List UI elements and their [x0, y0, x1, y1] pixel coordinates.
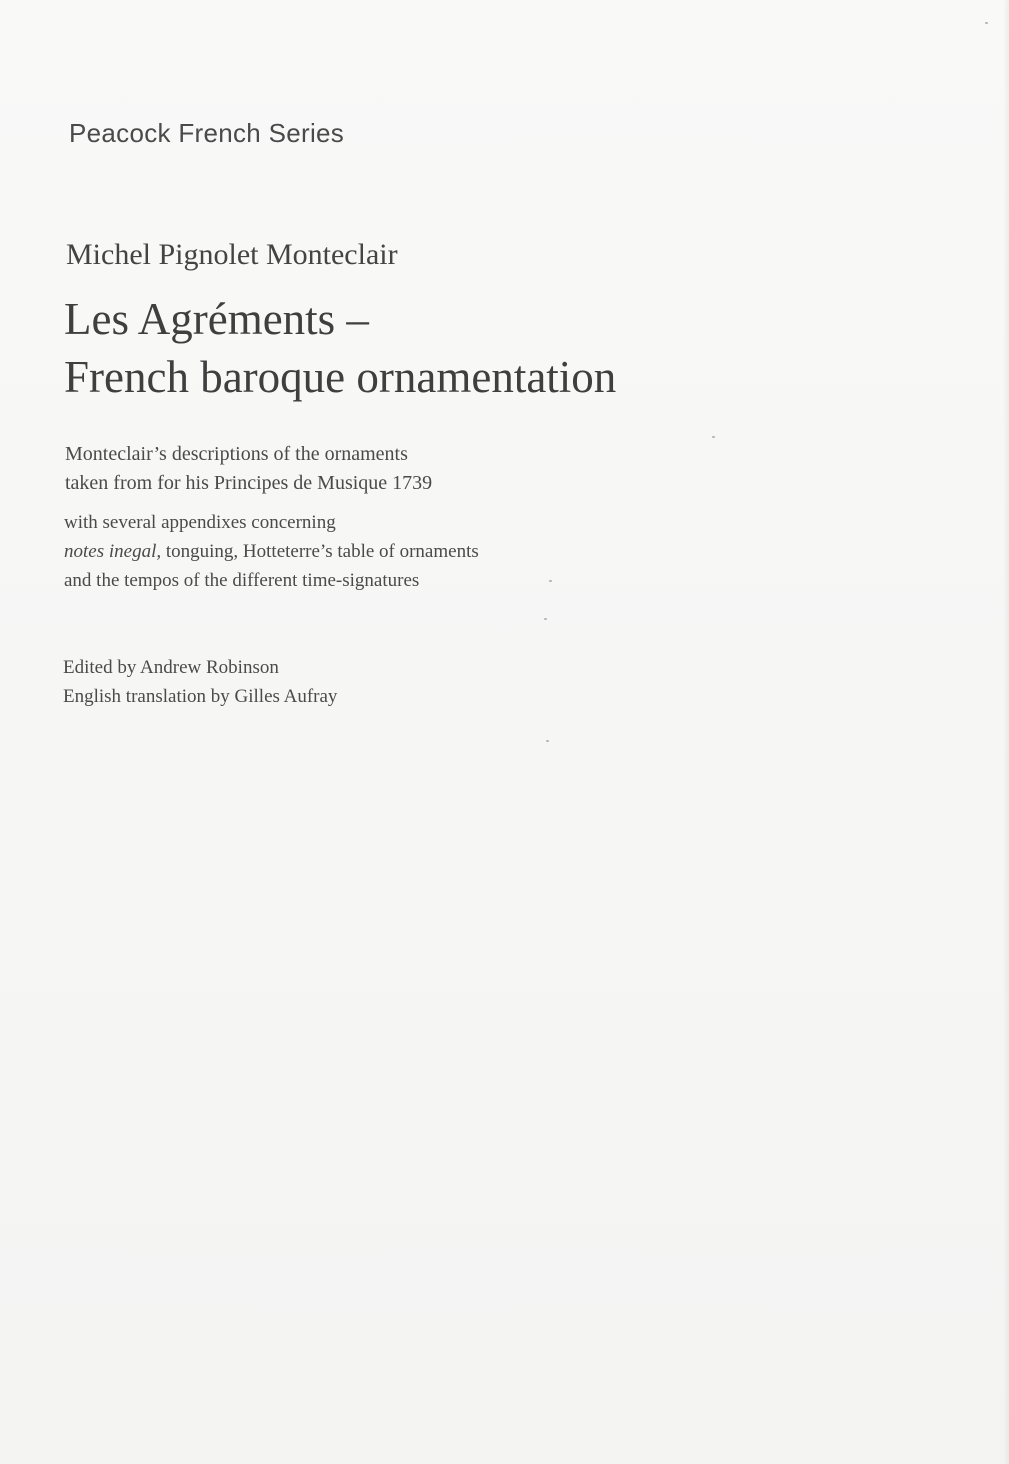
- scan-speck: [712, 436, 715, 438]
- author-name: Michel Pignolet Monteclair: [66, 238, 398, 271]
- description-line-2: taken from for his Principes de Musique 1739: [65, 472, 433, 494]
- appendix-line-2-rest: tonguing, Hotteterre’s table of ornaments: [161, 541, 479, 562]
- appendix-description: [64, 508, 479, 595]
- appendix-line-3: and the tempos of the different time-signatures: [64, 570, 420, 591]
- translator-credit: English translation by Gilles Aufray: [63, 686, 338, 707]
- book-title-line-2: French baroque ornamentation: [64, 352, 617, 402]
- scan-speck: [546, 740, 549, 742]
- description-line-1: Monteclair’s descriptions of the ornaments: [65, 443, 408, 465]
- book-title: [64, 290, 616, 406]
- scan-speck: [549, 580, 552, 582]
- editor-credit: Edited by Andrew Robinson: [63, 657, 279, 678]
- appendix-line-1: with several appendixes concerning: [64, 512, 336, 533]
- series-name: Peacock French Series: [69, 118, 345, 148]
- book-description: [65, 440, 432, 498]
- scan-speck: [985, 22, 988, 24]
- credits: [63, 653, 337, 711]
- scan-speck: [544, 618, 547, 620]
- book-title-line-1: Les Agréments –: [64, 294, 369, 344]
- appendix-italic-term: notes inegal,: [64, 541, 162, 562]
- appendix-line-2: [64, 537, 479, 566]
- page-edge-shadow: [1003, 0, 1009, 1464]
